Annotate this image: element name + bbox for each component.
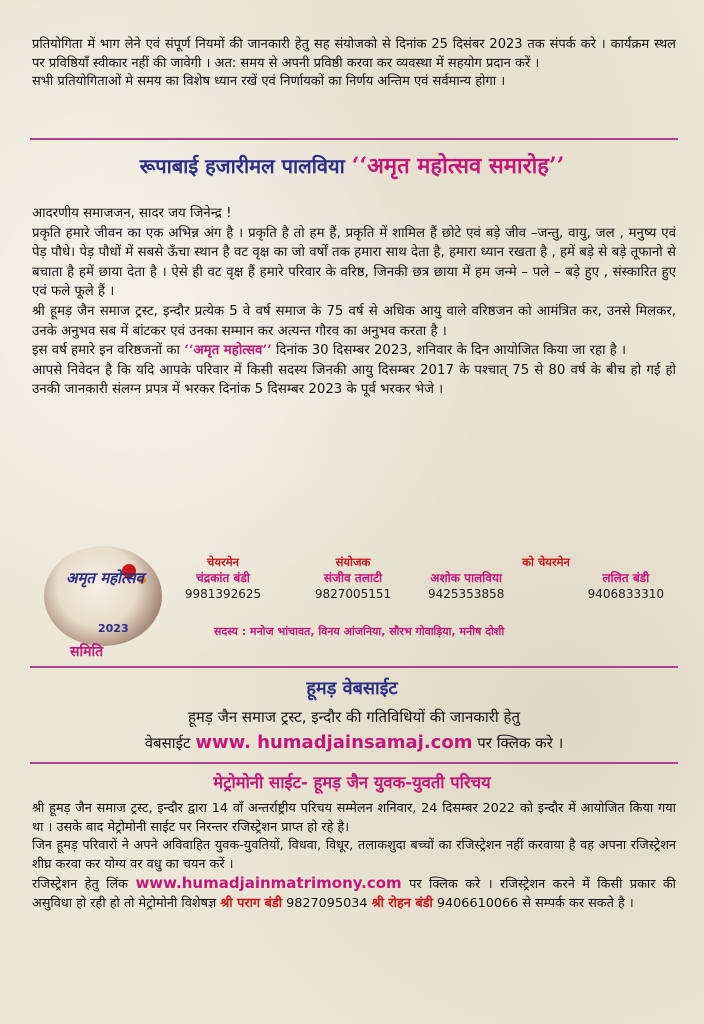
amrut-para3-title: ‘‘अमृत महोत्सव’’ <box>184 343 272 359</box>
amrut-heading-title: ‘‘अमृत महोत्सव समारोह’’ <box>351 153 565 179</box>
amrut-mahotsav-logo <box>44 546 162 646</box>
divider <box>30 666 678 668</box>
cochair1-name: अशोक पालविया <box>430 571 503 585</box>
amrut-para3 <box>32 341 676 361</box>
intro-line2: सभी प्रतियोगिताओं मे समय का विशेष ध्यान रखें एवं निर्णायकों का निर्णय अन्तिम एवं सर्वमान्य होगा । <box>32 74 506 89</box>
website-title: हूमड़ वेबसाईट <box>306 678 398 699</box>
committee-members: सदस्य : मनोज भांचावत, विनय आंजनिया, सौरभ गोवाड़िया, मनीष दोशी <box>214 625 505 638</box>
cochair2-name: ललित बंडी <box>602 571 650 585</box>
convener <box>298 554 408 602</box>
matrimony-para2: जिन हूमड़ परिवारों ने अपने अविवाहित युवक-युवतियों, विधवा, विधूर, तलाकशुदा बच्चों का रजिस्ट्रेशन नहीं करवाया है वह अपना रजिस्ट्रेशन शीघ्र करवा कर योग्य वर वधु का चयन करें । <box>32 838 676 872</box>
greeting: आदरणीय समाजजन, सादर जय जिनेन्द्र ! <box>32 206 232 221</box>
chairman-role: चेयरमेन <box>207 555 239 569</box>
website-line2 <box>32 730 676 756</box>
matrimony-para3-b: पर क्लिक करे । रजिस्ट्रेशन करने में किसी प्रकार की असुविधा हो रही हो तो मेट्रोमोनी विशेषज्ञ <box>32 877 676 911</box>
chairman <box>168 554 278 602</box>
amrut-para3-b: दिनांक 30 दिसम्बर 2023, शनिवार के दिन आयोजित किया जा रहा है । <box>275 343 627 359</box>
convener-role: संयोजक <box>335 555 371 569</box>
divider <box>30 138 678 140</box>
matrimony-link[interactable]: www.humadjainmatrimony.com <box>135 874 402 893</box>
chairman-name: चंद्रकांत बंडी <box>196 571 250 585</box>
website-body <box>32 704 676 756</box>
cochair2-phone: 9406833310 <box>587 587 664 601</box>
expert1-name: श्री पराग बंडी <box>220 895 283 911</box>
chairman-phone: 9981392625 <box>184 587 262 601</box>
amrut-para3-a: इस वर्ष हमारे इन वरिष्ठजनों का <box>32 343 180 359</box>
cochair-role: को चेयरमेन <box>522 555 570 569</box>
intro-line1: प्रतियोगिता में भाग लेने एवं संपूर्ण नियमों की जानकारी हेतु सह संयोजको से दिनांक 25 दिसंबर 2023 तक संपर्क करे । कार्यक्रम स्थल पर प्रविष्ठियाँ स्वीकार नहीं की जावेगी । अत: समय से अपनी प्रविष्ठी करवा कर व्यवस्था में सहयोग प्रदान करें । <box>32 37 676 71</box>
matrimony-para3-a: रजिस्ट्रेशन हेतु लिंक <box>32 877 129 893</box>
expert1-phone: 9827095034 <box>286 895 368 911</box>
matrimony-para3 <box>32 874 676 913</box>
amrut-para1: प्रकृति हमारे जीवन का एक अभिन्न अंग है । प्रकृति है तो हम हैं, प्रकृति में शामिल हैं छोटे एवं बड़े जीव –जन्तु, वायु, जल , मनुष्य एवं पेड़ पौधे। पेड़ पौधों में सबसे ऊँचा स्थान है वट वृक्ष का जो वर्षों तक हमारा साथ देता है, हमारा ध्यान रखता है , हमें बड़े से बड़े तूफानो से बचाता है हमें छाया देता है । ऐसे ही वट वृक्ष हैं हमारे परिवार के वरिष्ठ, जिनकी छत्र छाया में हम जन्मे – पले – बड़े हुए , संस्कारित हुए एवं फले फूले हैं । <box>32 225 676 300</box>
matrimony-para1: श्री हूमड़ जैन समाज ट्रस्ट, इन्दौर द्वारा 14 वाँ अन्तर्राष्ट्रीय परिचय सम्मेलन शनिवार, 24 दिसम्बर 2022 को इन्दौर में आयोजित किया गया था । उसके बाद मेट्रोमोनी साईट पर निरन्तर रजिस्ट्रेशन प्राप्त हो रहे है। <box>32 801 676 835</box>
website-link[interactable]: www. humadjainsamaj.com <box>195 732 473 753</box>
amrut-para4: आपसे निवेदन है कि यदि आपके परिवार में किसी सदस्य जिनकी आयु दिसम्बर 2017 के पश्चात् 75 से 80 वर्ष के बीच हो गई हो उनकी जानकारी संलग्न प्रपत्र में भरकर दिनांक 5 दिसम्बर 2023 के पूर्व भरकर भेजे । <box>32 362 676 398</box>
convener-name: संजीव तलाटी <box>323 571 383 585</box>
cochair1-phone: 9425353858 <box>428 587 505 601</box>
intro-section <box>32 36 676 92</box>
matrimony-body <box>32 800 676 914</box>
website-line2-a: वेबसाईट <box>144 734 191 752</box>
website-line2-b: पर क्लिक करे । <box>477 734 564 752</box>
co-chairman <box>428 554 664 602</box>
committee-block <box>44 546 674 662</box>
committee-label: समिति <box>70 644 104 660</box>
logo-word: अमृत महोत्सव <box>66 569 144 587</box>
amrut-para2: श्री हूमड़ जैन समाज ट्रस्ट, इन्दौर प्रत्येक 5 वे वर्ष समाज के 75 वर्ष से अधिक आयु वाले वरिष्ठजन को आमंत्रित कर, उनसे मिलकर, उनके अनुभव सब में बांटकर एवं उनका सम्मान कर अत्यन्त गौरव का अनुभव करता है । <box>32 303 676 339</box>
amrut-heading-prefix: रूपाबाई हजारीमल पालविया <box>139 154 345 178</box>
divider <box>30 762 678 764</box>
amrut-heading <box>32 150 672 180</box>
matrimony-para3-c: से सम्पर्क कर सकते है । <box>522 895 634 911</box>
logo-year: 2023 <box>98 622 129 635</box>
convener-phone: 9827005151 <box>314 587 392 601</box>
website-line1: हूमड़ जैन समाज ट्रस्ट, इन्दौर की गतिविधियों की जानकारी हेतु <box>187 708 521 726</box>
matrimony-title: मेट्रोमोनी साईट- हूमड़ जैन युवक-युवती परिचय <box>213 773 491 792</box>
expert2-phone: 9406610066 <box>436 895 519 911</box>
amrut-body <box>32 204 676 400</box>
expert2-name: श्री रोहन बंडी <box>371 895 433 911</box>
